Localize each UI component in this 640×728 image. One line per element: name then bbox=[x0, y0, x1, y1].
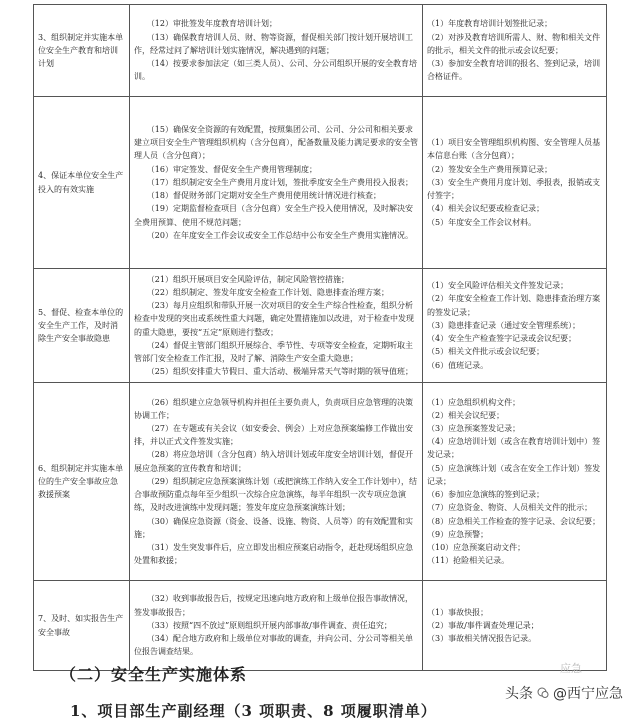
record-item: （6）值班记录。 bbox=[427, 360, 489, 370]
duty-item: （34）配合地方政府和上级单位对事故的调查，并向公司、分公司等相关单位报告调查结果。 bbox=[134, 634, 413, 657]
duty-item: （16）审定签发、督促安全生产费用管理制度； bbox=[146, 164, 317, 174]
record-item: （1）年度教育培训计划签批记录； bbox=[427, 19, 553, 29]
record-item: （4）应急培训计划（或含在教育培训计划中）签发记录； bbox=[427, 437, 601, 460]
duty-list-cell bbox=[130, 269, 423, 383]
record-item: （3）应急预案签发记录； bbox=[427, 424, 521, 434]
record-item: （2）年度安全检查工作计划、隐患排查治理方案的签发记录； bbox=[427, 294, 601, 317]
record-item: （2）签发安全生产费用预算记录； bbox=[427, 164, 553, 174]
duty-list-cell bbox=[130, 5, 423, 97]
record-item: （3）事故相关情况报告记录。 bbox=[427, 634, 537, 644]
duty-table bbox=[33, 4, 607, 671]
duty-item: （14）按要求参加法定（如三类人员）、公司、分公司组织开展的安全教育培训。 bbox=[134, 59, 417, 82]
watermark-faint-text: 应急 bbox=[560, 662, 582, 675]
record-item: （10）应急预案启动文件； bbox=[427, 542, 526, 552]
duty-row bbox=[34, 383, 607, 581]
record-item: （1）应急组织机构文件； bbox=[427, 397, 521, 407]
record-list-cell bbox=[423, 383, 607, 581]
watermark-account: @西宁应急 bbox=[553, 686, 623, 702]
duty-item: （21）组织开展项目安全风险评估，制定风险管控措施； bbox=[146, 274, 349, 284]
duty-item: （23）每月应组织和带队开展一次对项目的安全生产综合性检查，组织分析检查中发现的突出或系统性重大问题，确定处置措施加以改进，对于检查中发现的重大隐患，要按“五定”原则进行整改； bbox=[134, 301, 414, 337]
section-heading: （二）安全生产实施体系 bbox=[60, 665, 248, 684]
record-item: （3）参加安全教育培训的报名、签到记录，培训合格证件。 bbox=[427, 59, 601, 82]
duty-item: （27）在专题或有关会议（如安委会、例会）上对应急预案编修工作做出安排，并以正式文件签发实施； bbox=[134, 424, 413, 447]
record-item: （4）相关会议纪要或检查记录； bbox=[427, 204, 545, 214]
record-item: （7）应急资金、物资、人员相关文件的批示； bbox=[427, 503, 593, 513]
record-item: （5）年度安全工作会议材料。 bbox=[427, 217, 537, 227]
record-item: （4）安全生产检查签字记录或会议纪要； bbox=[427, 334, 577, 344]
responsibility-cell: 4、保证本单位安全生产投入的有效实施 bbox=[34, 97, 130, 269]
duty-item: （29）组织制定应急预案演练计划（或把演练工作纳入安全工作计划中），结合事故预防重点每年至少组织一次综合应急演练，每半年组织一次专项应急演练，及时改进演练中发现问题；签发年度应急预案演练计划； bbox=[134, 476, 417, 513]
record-list-cell bbox=[423, 97, 607, 269]
record-list-cell bbox=[423, 581, 607, 671]
duty-row bbox=[34, 581, 607, 671]
record-item: （2）对涉及教育培训所需人、财、物和相关文件的批示，相关文件的批示或会议纪要； bbox=[427, 32, 601, 55]
record-item: （5）相关文件批示或会议纪要； bbox=[427, 347, 545, 357]
duty-item: （20）在年度安全工作会议或安全工作总结中公布安全生产费用实施情况。 bbox=[146, 230, 413, 240]
wechat-logo-icon bbox=[537, 687, 549, 699]
record-item: （9）应急预警； bbox=[427, 529, 489, 539]
record-item: （3）隐患排查记录（通过安全管理系统）； bbox=[427, 320, 581, 330]
duty-list-cell bbox=[130, 383, 423, 581]
record-item: （3）安全生产费用月度计划、季报表，报销或支付签字； bbox=[427, 177, 601, 201]
record-list-cell bbox=[423, 5, 607, 97]
record-item: （1）事故快报； bbox=[427, 607, 489, 617]
duty-row bbox=[34, 5, 607, 97]
duty-item: （19）定期监督检查项目（含分包商）安全生产投入使用情况，及时解决安全费用预算、使用不规范问题； bbox=[134, 204, 413, 227]
sub-heading: 1、项目部生产副经理（3 项职责、8 项履职清单） bbox=[70, 702, 437, 720]
record-list-cell bbox=[423, 269, 607, 383]
record-item: （1）项目安全管理组织机构图、安全管理人员基本信息台账（含分包商）； bbox=[427, 138, 601, 161]
duty-item: （32）收到事故报告后，按规定迅速向地方政府和上级单位报告事故情况，签发事故报告； bbox=[134, 594, 413, 617]
duty-row bbox=[34, 97, 607, 269]
duty-item: （30）确保应急资源（资金、设备、设施、物资、人员等）的有效配置和实施； bbox=[134, 516, 413, 539]
watermark bbox=[502, 682, 626, 704]
duty-item: （28）将应急培训（含分包商）纳入培训计划或年度安全培训计划，督促开展应急预案的宣传教育和培训； bbox=[134, 450, 413, 473]
duty-item: （18）督促财务部门定期对安全生产费用使用统计情况进行核查； bbox=[146, 191, 381, 201]
duty-list-cell bbox=[130, 581, 423, 671]
duty-item: （12）审批签发年度教育培训计划； bbox=[146, 19, 277, 29]
duty-item: （13）确保教育培训人员、财、物等资源，督促相关部门按计划开展培训工作，经常过问了解培训计划实施情况，解决遇到的问题； bbox=[134, 32, 413, 55]
duty-list-cell bbox=[130, 97, 423, 269]
duty-table-body bbox=[34, 5, 607, 671]
duty-item: （24）督促主管部门组织开展综合、季节性、专项等安全检查，定期听取主管部门安全检查工作汇报，及时了解、消除生产安全重大隐患； bbox=[134, 340, 413, 363]
record-item: （6）参加应急演练的签到记录； bbox=[427, 490, 545, 500]
responsibility-cell: 7、及时、如实报告生产安全事故 bbox=[34, 581, 130, 671]
duty-item: （31）发生突发事件后，应立即发出相应预案启动指令，赶赴现场组织应急处置和救援； bbox=[134, 542, 413, 566]
duty-row bbox=[34, 269, 607, 383]
duty-item: （25）组织安排重大节假日、重大活动、极端异常天气等时期的领导值班； bbox=[146, 367, 413, 377]
duty-item: （33）按照“四不放过”原则组织开展内部事故/事件调查、责任追究； bbox=[146, 620, 392, 630]
duty-item: （15）确保安全资源的有效配置，按照集团公司、公司、分公司和相关要求建立项目安全生产管理组织机构（含分包商），配备数量及能力满足要求的安全管理人员（含分包商）； bbox=[134, 125, 418, 161]
record-item: （11）抢险相关记录。 bbox=[427, 556, 510, 566]
record-item: （2）事故/事件调查处理记录； bbox=[427, 620, 539, 630]
duty-item: （17）组织制定安全生产费用月度计划，签批季度安全生产费用投入报表； bbox=[146, 177, 413, 187]
responsibility-cell: 5、督促、检查本单位的安全生产工作，及时消除生产安全事故隐患 bbox=[34, 269, 130, 383]
record-item: （5）应急演练计划（或含在安全工作计划）签发记录； bbox=[427, 463, 601, 486]
record-item: （1）安全风险评估相关文件签发记录； bbox=[427, 281, 569, 291]
record-item: （8）应急相关工作检查的签字记录、会议纪要； bbox=[427, 516, 601, 526]
responsibility-cell: 3、组织制定并实施本单位安全生产教育和培训计划 bbox=[34, 5, 130, 97]
duty-item: （26）组织建立应急领导机构并担任主要负责人，负责项目应急管理的决策协调工作； bbox=[134, 397, 413, 420]
watermark-brand: 头条 bbox=[505, 686, 533, 702]
record-item: （2）相关会议纪要； bbox=[427, 410, 505, 420]
duty-item: （22）组织制定、签发年度安全检查工作计划、隐患排查治理方案； bbox=[146, 287, 389, 297]
responsibility-cell: 6、组织制定并实施本单位的生产安全事故应急救援预案 bbox=[34, 383, 130, 581]
